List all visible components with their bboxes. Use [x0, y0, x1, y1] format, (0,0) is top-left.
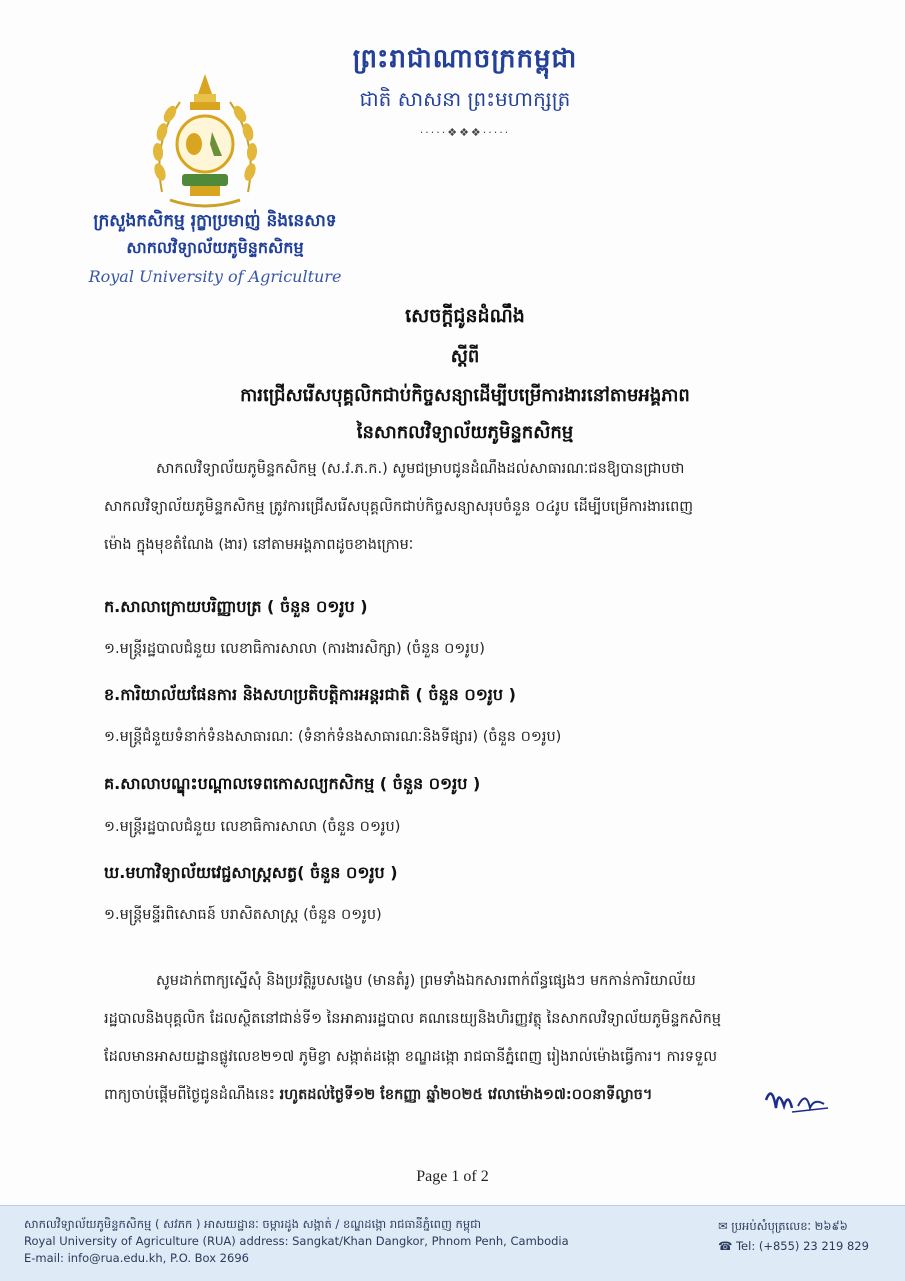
university-name-kh: សាកលវិទ្យាល័យភូមិន្ទកសិកម្ម [126, 238, 304, 257]
mail-icon: ✉ [718, 1219, 732, 1233]
kingdom-title: ព្រះរាជាណាចក្រកម្ពុជា [352, 44, 578, 74]
closing-line-4 [104, 1076, 812, 1114]
section-item: ១.មន្ត្រីរដ្ឋបាលជំនួយ លេខាធិការសាលា (ការងារសិក្សា) (ចំនួន ០១រូប) [104, 641, 485, 657]
closing-line-4-text: ពាក្យចាប់ផ្តើមពីថ្ងៃជូនដំណឹងនេះ [104, 1087, 280, 1103]
closing-line-1: សូមដាក់ពាក្យស្នើសុំ និងប្រវត្តិរូបសង្ខេប (មានតំរូ) ព្រមទាំងឯកសារពាក់ព័ន្ធផ្សេងៗ មកកាន់ការិយាល័យ [156, 973, 696, 989]
section-heading: ឃ.មហាវិទ្យាល័យវេជ្ជសាស្ត្រសត្វ( ចំនួន ០១រូប ) [104, 863, 398, 882]
ministry-name: ក្រសួងកសិកម្ម រុក្ខាប្រមាញ់ និងនេសាទ [93, 211, 337, 231]
page-footer [0, 1205, 905, 1281]
header-ornament: ·····❖❖❖····· [419, 126, 511, 139]
footer-address-en: Royal University of Agriculture (RUA) address: Sangkat/Khan Dangkor, Phnom Penh, Cambodia [24, 1234, 569, 1248]
institution-block [70, 210, 360, 286]
university-logo [150, 72, 260, 212]
section-heading: គ.សាលាបណ្ឌុះបណ្ដាលទេពកោសល្យកសិកម្ម ( ចំនួន ០១រូប ) [104, 774, 481, 793]
footer-tel: Tel: (+855) 23 219 829 [735, 1239, 869, 1253]
footer-address-kh: សាកលវិទ្យាល័យភូមិន្ទកសិកម្ម ( សវភក ) អាសយដ្ឋានៈ ចម្ការដូង សង្កាត់ / ខណ្ឌដង្កោ រាជធានីភ្នំពេញ កម្ពុជា [24, 1217, 482, 1231]
notice-title [120, 304, 810, 447]
section-item: ១.មន្ត្រីរដ្ឋបាលជំនួយ លេខាធិការសាលា (ចំនួន ០១រូប) [104, 819, 401, 835]
phone-icon: ☎ [718, 1239, 736, 1253]
national-motto: ជាតិ សាសនា ព្រះមហាក្សត្រ [359, 87, 571, 111]
footer-email: E-mail: info@rua.edu.kh, P.O. Box 2696 [24, 1251, 249, 1265]
intro-line-3: ម៉ោង ក្នុងមុខតំណែង (ងារ) នៅតាមអង្គភាពដូចខាងក្រោមៈ [104, 537, 414, 553]
section-heading: ខ.ការិយាល័យផែនការ និងសហប្រតិបត្តិការអន្តរជាតិ ( ចំនួន ០១រូប ) [104, 685, 516, 704]
closing-line-3: ដែលមានអាសយដ្ឋានផ្លូវលេខ២១៧ ភូមិខ្វា សង្កាត់ដង្កោ ខណ្ឌដង្កោ រាជធានីភ្នំពេញ រៀងរាល់ម៉ោងធ្វើការ។ ការទទួល [104, 1049, 718, 1065]
section-heading: ក.សាលាក្រោយបរិញ្ញាបត្រ ( ចំនួន ០១រូប ) [104, 597, 368, 616]
national-header [300, 42, 630, 139]
closing-line-2: រដ្ឋបាលនិងបុគ្គលិក ដែលស្ថិតនៅជាន់ទី១ នៃអាគាររដ្ឋបាល គណនេយ្យនិងហិរញ្ញវត្ថុ នៃសាកលវិទ្យាល័យភូមិន្ទកសិកម្ម [104, 1011, 721, 1027]
title-line-3: ការជ្រើសរើសបុគ្គលិកជាប់កិច្ចសន្យាដើម្បីបម្រើការងារនៅតាមអង្គភាព [240, 385, 690, 406]
closing-paragraph [104, 962, 812, 1114]
title-line-4: នៃសាកលវិទ្យាល័យភូមិន្ទកសិកម្ម [356, 422, 574, 443]
section-item: ១.មន្ត្រីជំនួយទំនាក់ទំនងសាធារណៈ (ទំនាក់ទំនងសាធារណៈនិងទីផ្សារ) (ចំនួន ០១រូប) [104, 729, 562, 745]
university-name-en: Royal University of Agriculture [88, 267, 342, 286]
title-line-1: សេចក្តីជូនដំណឹង [405, 305, 525, 327]
section-item: ១.មន្ត្រីមន្ទីរពិសោធន៍ បរាសិតសាស្ត្រ (ចំនួន ០១រូប) [104, 907, 382, 923]
intro-line-1: សាកលវិទ្យាល័យភូមិន្ទកសិកម្ម (ស.វ.ភ.ក.) សូមជម្រាបជូនដំណឹងដល់សាធារណៈជនឱ្យបានជ្រាបថា [156, 461, 685, 477]
signature-initials [762, 1078, 832, 1122]
title-line-2: ស្តីពី [450, 346, 480, 367]
page-number: Page 1 of 2 [416, 1168, 489, 1185]
intro-paragraph [104, 450, 812, 564]
deadline-text: រហូតដល់ថ្ងៃទី១២ ខែកញ្ញា ឆ្នាំ២០២៥ វេលាម៉ោង១៧:០០នាទីល្ងាច។ [279, 1087, 653, 1103]
intro-line-2: សាកលវិទ្យាល័យភូមិន្ទកសិកម្ម ត្រូវការជ្រើសរើសបុគ្គលិកជាប់កិច្ចសន្យាសរុបចំនួន ០៤រូប ដើម្បីបម្រើការងារពេញ [104, 499, 694, 515]
footer-pobox: ប្រអប់សំបុត្រលេខៈ ២៦៩៦ [731, 1219, 848, 1233]
